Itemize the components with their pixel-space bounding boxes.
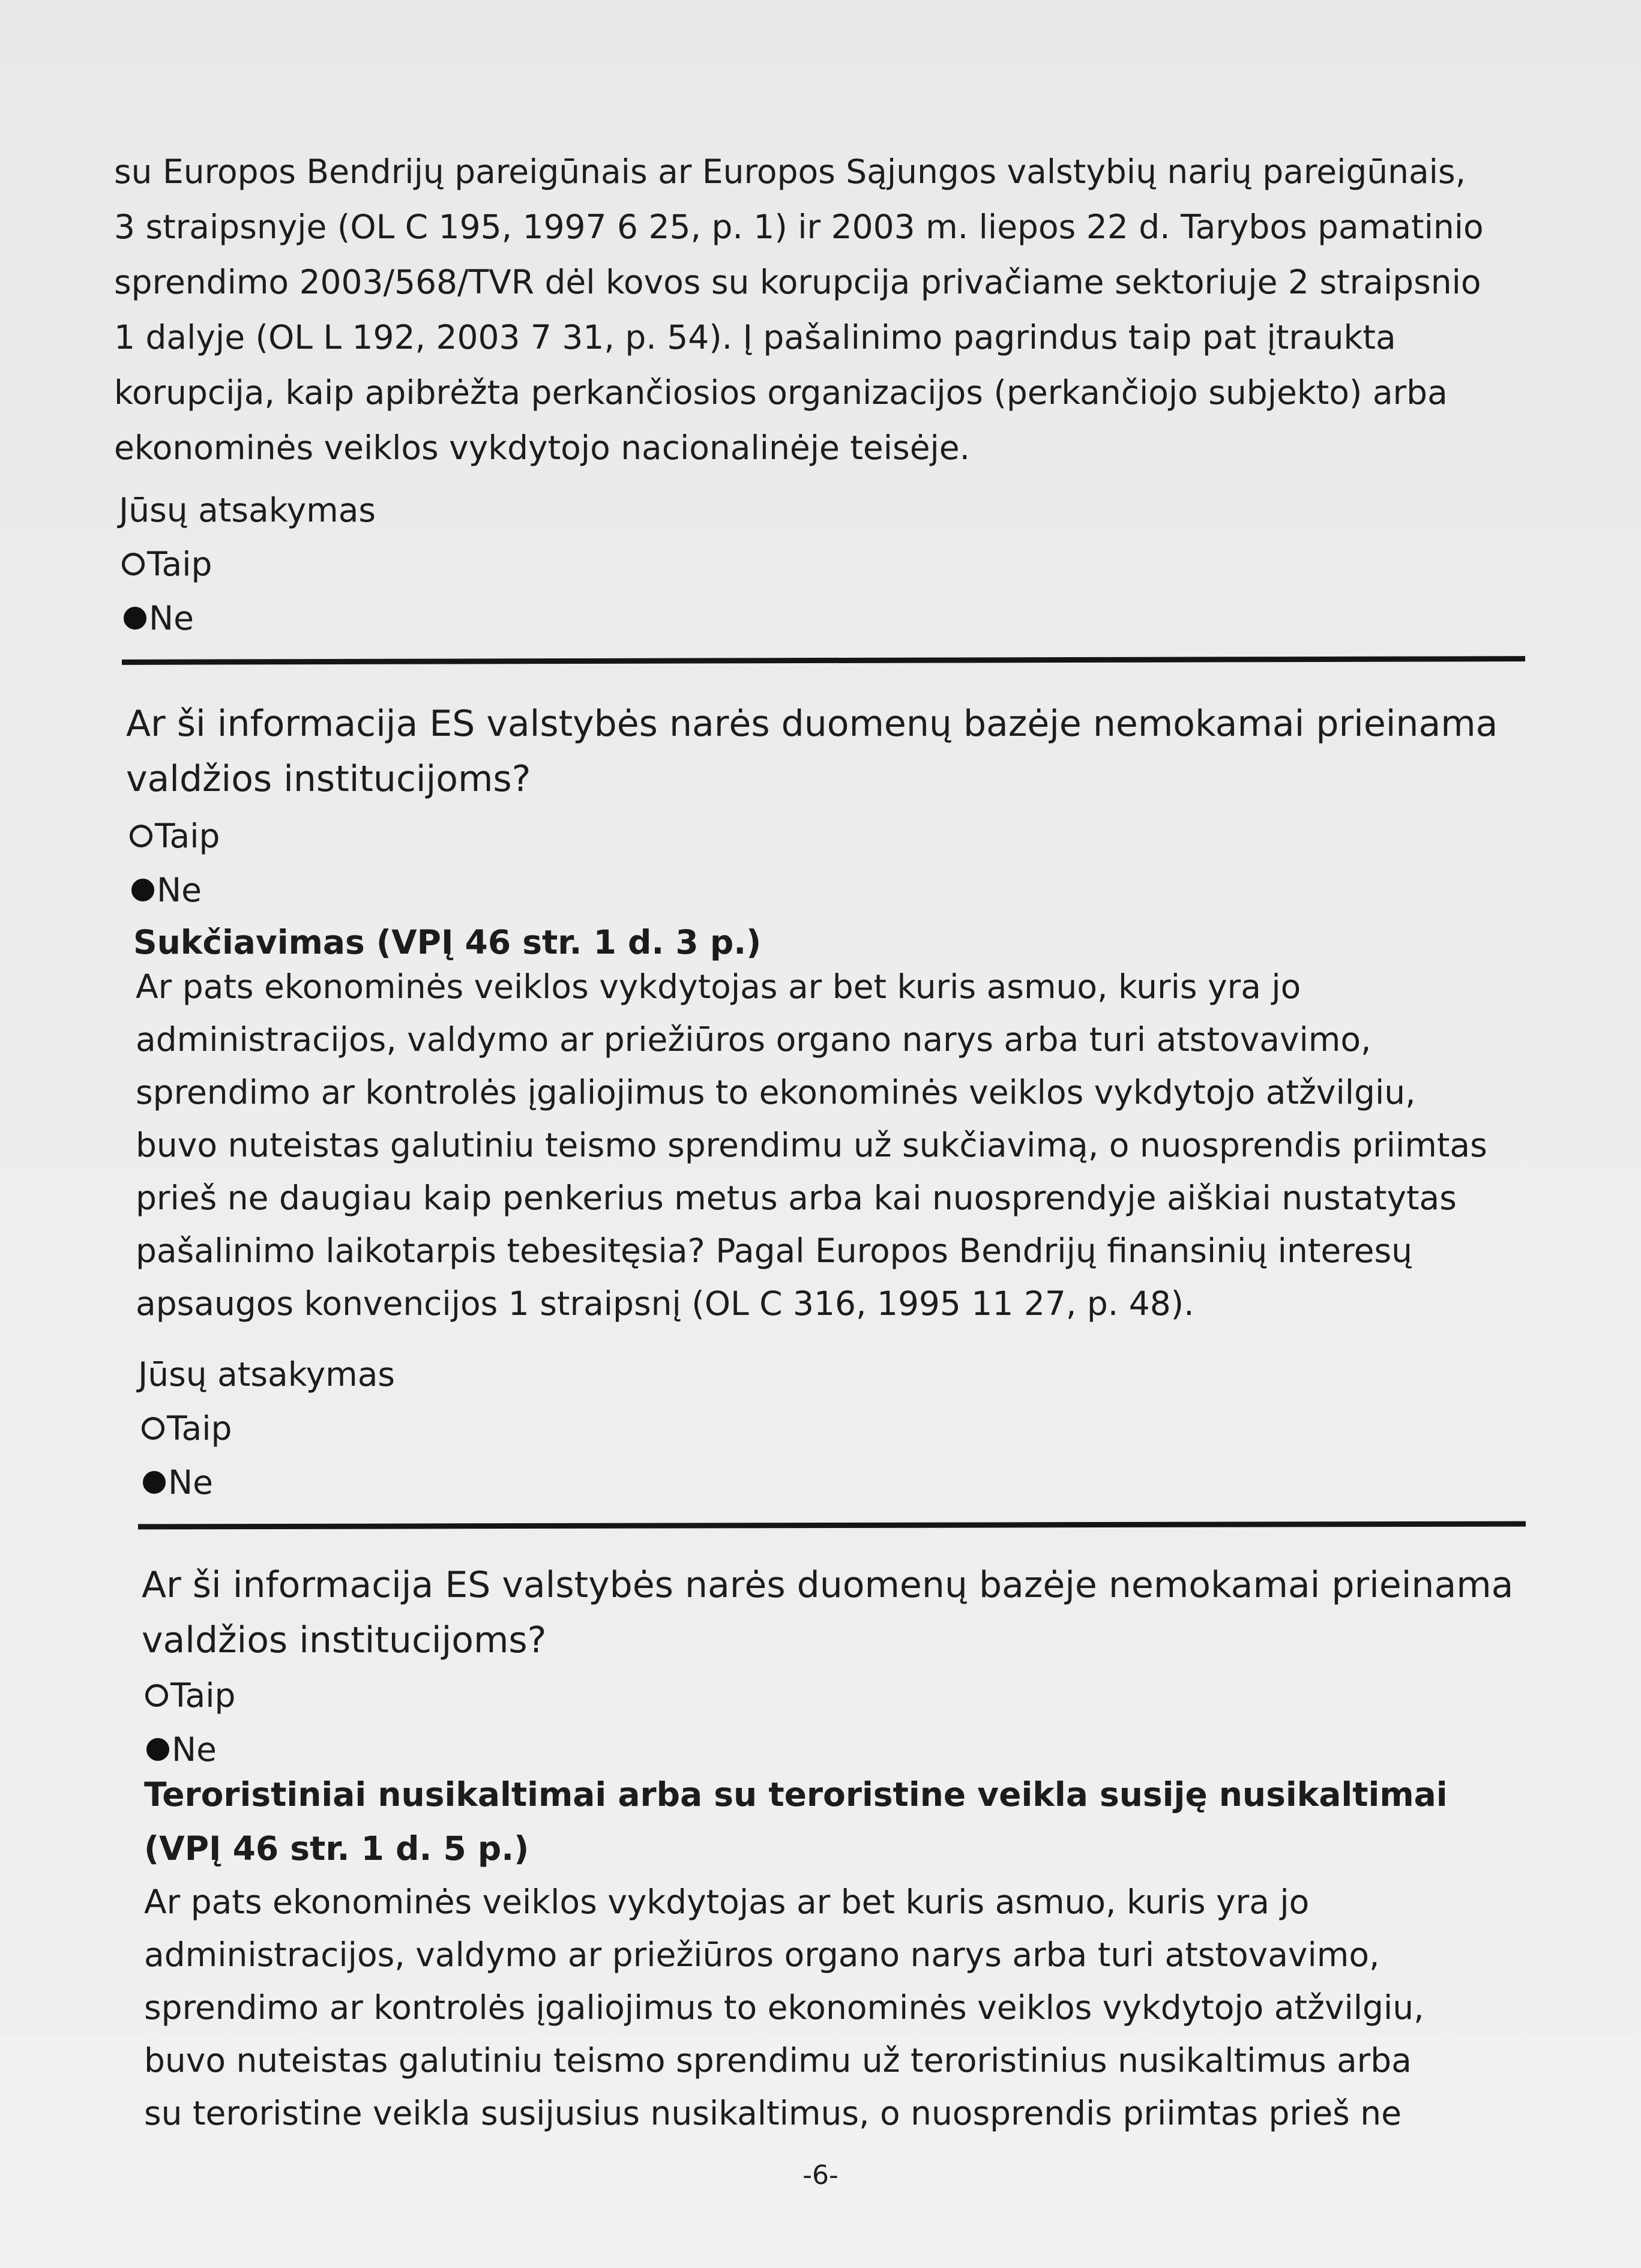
radio-option-taip[interactable] [122, 543, 212, 585]
radio-option-ne[interactable] [143, 1461, 213, 1503]
page-number: -6- [802, 2160, 839, 2191]
radio-filled-icon [124, 607, 146, 630]
section-heading [144, 1767, 1448, 1875]
option-label: Ne [168, 1463, 213, 1502]
radio-option-ne[interactable] [131, 869, 202, 911]
option-label: Ne [172, 1730, 217, 1769]
question-line: valdžios institucijoms? [142, 1619, 547, 1661]
radio-filled-icon [146, 1738, 169, 1761]
option-label: Taip [170, 1676, 236, 1715]
text-line: su teroristine veikla susijusius nusikaltimus, o nuosprendis priimtas prieš ne [144, 2094, 1402, 2132]
text-line: sprendimo 2003/568/TVR dėl kovos su korupcija privačiame sektoriuje 2 straipsnio [114, 263, 1481, 301]
answer-label: Jūsų atsakymas [138, 1355, 396, 1394]
radio-option-taip[interactable] [145, 1674, 235, 1716]
text-line: pašalinimo laikotarpis tebesitęsia? Pagal Europos Bendrijų finansinių interesų [136, 1232, 1412, 1270]
text-line: buvo nuteistas galutiniu teismo sprendimu už sukčiavimą, o nuosprendis priimtas [136, 1126, 1487, 1164]
question-line: Ar ši informacija ES valstybės narės duomenų bazėje nemokamai prieinama [126, 703, 1498, 745]
terror-paragraph [144, 1875, 1424, 2140]
option-label: Taip [147, 545, 212, 583]
divider [122, 656, 1525, 665]
text-line: sprendimo ar kontrolės įgaliojimus to ekonominės veiklos vykdytojo atžvilgiu, [136, 1073, 1416, 1111]
text-line: 1 dalyje (OL L 192, 2003 7 31, p. 54). Į pašalinimo pagrindus taip pat įtraukta [114, 318, 1396, 356]
radio-option-ne[interactable] [146, 1728, 217, 1770]
fraud-paragraph [136, 960, 1487, 1330]
text-line: apsaugos konvencijos 1 straipsnį (OL C 316, 1995 11 27, p. 48). [136, 1284, 1194, 1323]
heading-line: Teroristiniai nusikaltimai arba su teroristine veikla susiję nusikaltimai [144, 1775, 1448, 1814]
text-line: korupcija, kaip apibrėžta perkančiosios organizacijos (perkančiojo subjekto) arba [114, 373, 1448, 412]
option-label: Ne [157, 871, 202, 909]
question-line: Ar ši informacija ES valstybės narės duomenų bazėje nemokamai prieinama [142, 1564, 1514, 1606]
radio-empty-icon [130, 825, 152, 847]
option-label: Taip [167, 1409, 232, 1448]
db-question [142, 1557, 1513, 1668]
question-line: valdžios institucijoms? [126, 758, 531, 800]
text-line: administracijos, valdymo ar priežiūros organo narys arba turi atstovavimo, [136, 1020, 1372, 1059]
answer-label: Jūsų atsakymas [119, 491, 376, 529]
radio-option-taip[interactable] [142, 1407, 232, 1449]
radio-empty-icon [145, 1684, 168, 1707]
radio-empty-icon [142, 1417, 164, 1440]
option-label: Ne [149, 599, 194, 637]
radio-option-taip[interactable] [130, 815, 220, 857]
radio-empty-icon [122, 553, 145, 576]
radio-filled-icon [143, 1471, 166, 1494]
section-heading: Sukčiavimas (VPĮ 46 str. 1 d. 3 p.) [133, 923, 762, 961]
heading-line: (VPĮ 46 str. 1 d. 5 p.) [144, 1829, 529, 1868]
text-line: buvo nuteistas galutiniu teismo sprendimu už teroristinius nusikaltimus arba [144, 2041, 1412, 2080]
text-line: Ar pats ekonominės veiklos vykdytojas ar bet kuris asmuo, kuris yra jo [136, 967, 1301, 1006]
text-line: 3 straipsnyje (OL C 195, 1997 6 25, p. 1) ir 2003 m. liepos 22 d. Tarybos pamatinio [114, 208, 1484, 246]
intro-paragraph [114, 144, 1484, 475]
db-question [126, 696, 1498, 807]
text-line: sprendimo ar kontrolės įgaliojimus to ekonominės veiklos vykdytojo atžvilgiu, [144, 1988, 1424, 2027]
radio-filled-icon [131, 879, 154, 901]
text-line: su Europos Bendrijų pareigūnais ar Europos Sąjungos valstybių narių pareigūnais, [114, 152, 1466, 191]
text-line: Ar pats ekonominės veiklos vykdytojas ar bet kuris asmuo, kuris yra jo [144, 1883, 1310, 1921]
radio-option-ne[interactable] [124, 597, 194, 639]
option-label: Taip [155, 817, 220, 855]
text-line: prieš ne daugiau kaip penkerius metus arba kai nuosprendyje aiškiai nustatytas [136, 1179, 1457, 1217]
text-line: ekonominės veiklos vykdytojo nacionalinėje teisėje. [114, 429, 971, 467]
text-line: administracijos, valdymo ar priežiūros organo narys arba turi atstovavimo, [144, 1936, 1380, 1974]
divider [138, 1521, 1526, 1530]
